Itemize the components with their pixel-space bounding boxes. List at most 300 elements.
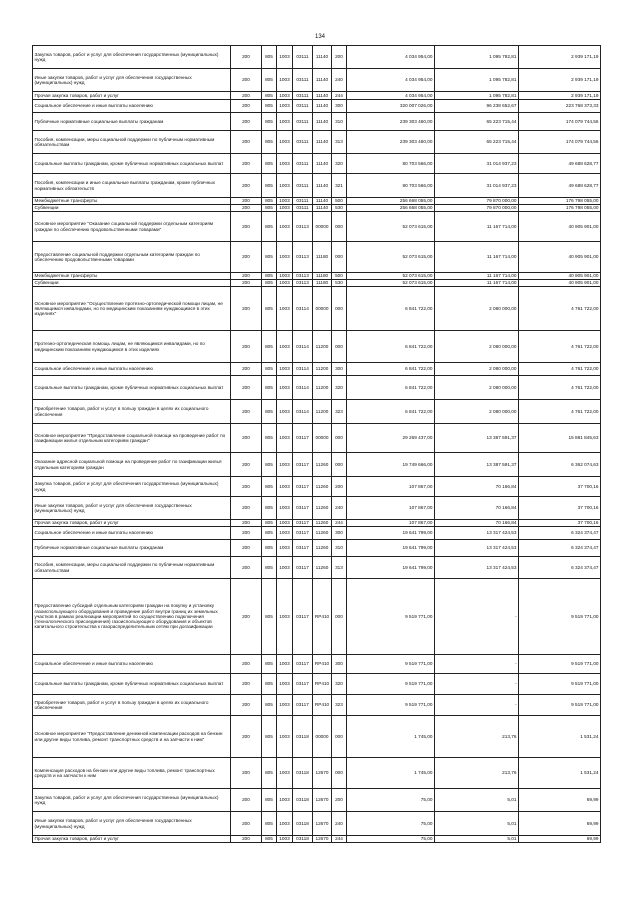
- executed-amount-cell: 1 095 782,81: [435, 46, 519, 69]
- subsection-code-cell: 1003: [277, 280, 293, 287]
- remaining-amount-cell: 2 939 171,19: [519, 46, 601, 69]
- remaining-amount-cell: 9 519 771,00: [519, 674, 601, 695]
- ministry-code-cell: 805: [262, 273, 277, 280]
- section-code-cell: 200: [231, 836, 262, 843]
- planned-amount-cell: 239 303 460,00: [347, 113, 435, 131]
- row-name-cell: Публичные нормативные социальные выплаты гражданам: [33, 540, 231, 557]
- expense-type-code-cell: 300: [332, 655, 347, 674]
- subsection-code-cell: 1003: [277, 527, 293, 540]
- table-row: [33, 836, 601, 843]
- expense-type-code-cell: 300: [332, 527, 347, 540]
- program-code-cell: 03118: [293, 789, 313, 812]
- row-name-cell: Прочая закупка товаров, работ и услуг: [33, 520, 231, 527]
- row-name-cell: Иные закупки товаров, работ и услуг для обеспечения государственных (муниципальных) нужд: [33, 69, 231, 92]
- direction-code-cell: 00000: [313, 716, 332, 758]
- subsection-code-cell: 1003: [277, 46, 293, 69]
- section-code-cell: 200: [231, 131, 262, 154]
- remaining-amount-cell: 40 905 901,00: [519, 273, 601, 280]
- subsection-code-cell: 1003: [277, 540, 293, 557]
- section-code-cell: 200: [231, 527, 262, 540]
- planned-amount-cell: 1 745,00: [347, 758, 435, 789]
- ministry-code-cell: 805: [262, 198, 277, 205]
- ministry-code-cell: 805: [262, 836, 277, 843]
- ministry-code-cell: 805: [262, 527, 277, 540]
- program-code-cell: 03111: [293, 46, 313, 69]
- executed-amount-cell: 5,01: [435, 836, 519, 843]
- section-code-cell: 200: [231, 331, 262, 363]
- ministry-code-cell: 805: [262, 557, 277, 579]
- direction-code-cell: 11140: [313, 100, 332, 113]
- planned-amount-cell: 19 641 799,00: [347, 540, 435, 557]
- table-row: [33, 716, 601, 758]
- table-row: [33, 789, 601, 812]
- section-code-cell: 200: [231, 477, 262, 497]
- remaining-amount-cell: 1 531,24: [519, 716, 601, 758]
- executed-amount-cell: 13 317 424,53: [435, 557, 519, 579]
- executed-amount-cell: 79 870 000,00: [435, 198, 519, 205]
- planned-amount-cell: 1 745,00: [347, 716, 435, 758]
- section-code-cell: 200: [231, 174, 262, 198]
- subsection-code-cell: 1003: [277, 205, 293, 212]
- ministry-code-cell: 805: [262, 242, 277, 273]
- direction-code-cell: RP410: [313, 579, 332, 655]
- subsection-code-cell: 1003: [277, 789, 293, 812]
- section-code-cell: 200: [231, 363, 262, 376]
- program-code-cell: 03114: [293, 400, 313, 424]
- direction-code-cell: 11180: [313, 242, 332, 273]
- planned-amount-cell: 107 867,00: [347, 477, 435, 497]
- subsection-code-cell: 1003: [277, 331, 293, 363]
- subsection-code-cell: 1003: [277, 477, 293, 497]
- program-code-cell: 03114: [293, 287, 313, 331]
- program-code-cell: 03111: [293, 154, 313, 174]
- program-code-cell: 03113: [293, 273, 313, 280]
- program-code-cell: 03117: [293, 557, 313, 579]
- table-row: [33, 579, 601, 655]
- expense-type-code-cell: 320: [332, 154, 347, 174]
- remaining-amount-cell: 15 881 845,63: [519, 424, 601, 453]
- remaining-amount-cell: 9 519 771,00: [519, 695, 601, 716]
- row-name-cell: Закупка товаров, работ и услуг для обеспечения государственных (муниципальных) нужд: [33, 789, 231, 812]
- executed-amount-cell: 2 080 000,00: [435, 287, 519, 331]
- expense-type-code-cell: 000: [332, 212, 347, 242]
- section-code-cell: 200: [231, 579, 262, 655]
- planned-amount-cell: 19 641 799,00: [347, 557, 435, 579]
- direction-code-cell: RP410: [313, 695, 332, 716]
- ministry-code-cell: 805: [262, 789, 277, 812]
- subsection-code-cell: 1003: [277, 400, 293, 424]
- executed-amount-cell: 1 095 782,81: [435, 69, 519, 92]
- remaining-amount-cell: 37 700,16: [519, 477, 601, 497]
- section-code-cell: 200: [231, 100, 262, 113]
- expense-type-code-cell: 000: [332, 242, 347, 273]
- executed-amount-cell: 11 167 714,00: [435, 242, 519, 273]
- direction-code-cell: 11260: [313, 520, 332, 527]
- executed-amount-cell: 65 223 715,44: [435, 131, 519, 154]
- ministry-code-cell: 805: [262, 520, 277, 527]
- planned-amount-cell: 9 519 771,00: [347, 674, 435, 695]
- planned-amount-cell: 19 641 799,00: [347, 527, 435, 540]
- remaining-amount-cell: 40 905 901,00: [519, 280, 601, 287]
- expense-type-code-cell: 500: [332, 273, 347, 280]
- table-row: [33, 400, 601, 424]
- direction-code-cell: 11140: [313, 154, 332, 174]
- expense-type-code-cell: 310: [332, 540, 347, 557]
- row-name-cell: Пособия, компенсации, меры социальной поддержки по публичным нормативным обязательствам: [33, 557, 231, 579]
- remaining-amount-cell: 9 519 771,00: [519, 579, 601, 655]
- expense-type-code-cell: 240: [332, 69, 347, 92]
- row-name-cell: Межбюджетные трансферты: [33, 273, 231, 280]
- table-row: [33, 331, 601, 363]
- table-row: [33, 557, 601, 579]
- remaining-amount-cell: 4 761 722,00: [519, 363, 601, 376]
- remaining-amount-cell: 176 798 055,00: [519, 205, 601, 212]
- expense-type-code-cell: 320: [332, 674, 347, 695]
- table-row: [33, 497, 601, 520]
- program-code-cell: 03111: [293, 100, 313, 113]
- planned-amount-cell: 9 519 771,00: [347, 655, 435, 674]
- table-row: [33, 477, 601, 497]
- ministry-code-cell: 805: [262, 69, 277, 92]
- subsection-code-cell: 1003: [277, 557, 293, 579]
- executed-amount-cell: 2 080 000,00: [435, 331, 519, 363]
- section-code-cell: 200: [231, 424, 262, 453]
- subsection-code-cell: 1003: [277, 812, 293, 836]
- table-row: [33, 540, 601, 557]
- table-row: [33, 131, 601, 154]
- row-name-cell: Приобретение товаров, работ и услуг в пользу граждан в целях их социального обеспечения: [33, 695, 231, 716]
- direction-code-cell: 00000: [313, 212, 332, 242]
- row-name-cell: Социальное обеспечение и иные выплаты населению: [33, 100, 231, 113]
- ministry-code-cell: 805: [262, 695, 277, 716]
- remaining-amount-cell: 9 519 771,00: [519, 655, 601, 674]
- section-code-cell: 200: [231, 287, 262, 331]
- program-code-cell: 03111: [293, 198, 313, 205]
- subsection-code-cell: 1003: [277, 453, 293, 477]
- expense-type-code-cell: 313: [332, 131, 347, 154]
- direction-code-cell: 00000: [313, 424, 332, 453]
- executed-amount-cell: 11 167 714,00: [435, 273, 519, 280]
- section-code-cell: 200: [231, 376, 262, 400]
- planned-amount-cell: 52 073 615,00: [347, 273, 435, 280]
- program-code-cell: 03111: [293, 92, 313, 100]
- planned-amount-cell: 239 303 460,00: [347, 131, 435, 154]
- executed-amount-cell: 79 870 000,00: [435, 205, 519, 212]
- remaining-amount-cell: 6 324 374,47: [519, 540, 601, 557]
- direction-code-cell: 11200: [313, 363, 332, 376]
- planned-amount-cell: 9 519 771,00: [347, 579, 435, 655]
- section-code-cell: 200: [231, 674, 262, 695]
- table-row: [33, 273, 601, 280]
- planned-amount-cell: 107 867,00: [347, 520, 435, 527]
- expense-type-code-cell: 000: [332, 758, 347, 789]
- ministry-code-cell: 805: [262, 453, 277, 477]
- planned-amount-cell: 4 034 954,00: [347, 92, 435, 100]
- section-code-cell: 200: [231, 520, 262, 527]
- executed-amount-cell: -: [435, 655, 519, 674]
- expense-type-code-cell: 200: [332, 477, 347, 497]
- ministry-code-cell: 805: [262, 812, 277, 836]
- expense-type-code-cell: 300: [332, 363, 347, 376]
- subsection-code-cell: 1003: [277, 376, 293, 400]
- section-code-cell: 200: [231, 812, 262, 836]
- row-name-cell: Прочая закупка товаров, работ и услуг: [33, 836, 231, 843]
- section-code-cell: 200: [231, 69, 262, 92]
- remaining-amount-cell: 69,99: [519, 836, 601, 843]
- table-row: [33, 695, 601, 716]
- row-name-cell: Основное мероприятие "Оказание социальной поддержки отдельным категориям граждан по обеспечению продовольственными товарами": [33, 212, 231, 242]
- program-code-cell: 03114: [293, 376, 313, 400]
- subsection-code-cell: 1003: [277, 287, 293, 331]
- planned-amount-cell: 75,00: [347, 836, 435, 843]
- row-name-cell: Компенсация расходов на бензин или другие виды топлива, ремонт транспортных средств и на запчасти к ним: [33, 758, 231, 789]
- table-row: [33, 154, 601, 174]
- table-row: [33, 174, 601, 198]
- table-row: [33, 205, 601, 212]
- remaining-amount-cell: 4 761 722,00: [519, 331, 601, 363]
- planned-amount-cell: 6 841 722,00: [347, 400, 435, 424]
- program-code-cell: 03117: [293, 477, 313, 497]
- table-row: [33, 242, 601, 273]
- section-code-cell: 200: [231, 113, 262, 131]
- section-code-cell: 200: [231, 273, 262, 280]
- section-code-cell: 200: [231, 497, 262, 520]
- row-name-cell: Субвенции: [33, 280, 231, 287]
- table-row: [33, 812, 601, 836]
- remaining-amount-cell: 4 761 722,00: [519, 400, 601, 424]
- table-row: [33, 92, 601, 100]
- remaining-amount-cell: 37 700,16: [519, 520, 601, 527]
- direction-code-cell: 11200: [313, 376, 332, 400]
- program-code-cell: 03118: [293, 758, 313, 789]
- remaining-amount-cell: 2 939 171,19: [519, 92, 601, 100]
- subsection-code-cell: 1003: [277, 212, 293, 242]
- table-row: [33, 46, 601, 69]
- remaining-amount-cell: 6 324 374,47: [519, 527, 601, 540]
- planned-amount-cell: 29 269 437,00: [347, 424, 435, 453]
- row-name-cell: Пособия, компенсации и иные социальные выплаты гражданам, кроме публичных нормативных обязательств: [33, 174, 231, 198]
- row-name-cell: Протезно-ортопедическая помощь лицам, не являющимся инвалидами, но по медицинским показаниям нуждающимся в этих изделиях: [33, 331, 231, 363]
- row-name-cell: Основное мероприятие "Предоставление социальной помощи на проведение работ по газификации жилья отдельным категориям граждан": [33, 424, 231, 453]
- direction-code-cell: 11140: [313, 198, 332, 205]
- planned-amount-cell: 107 867,00: [347, 497, 435, 520]
- direction-code-cell: 11180: [313, 273, 332, 280]
- subsection-code-cell: 1003: [277, 674, 293, 695]
- direction-code-cell: 11140: [313, 46, 332, 69]
- page-number: 134: [314, 34, 325, 40]
- planned-amount-cell: 80 703 566,00: [347, 174, 435, 198]
- table-row: [33, 424, 601, 453]
- program-code-cell: 03117: [293, 497, 313, 520]
- remaining-amount-cell: 49 688 628,77: [519, 174, 601, 198]
- direction-code-cell: 12670: [313, 812, 332, 836]
- row-name-cell: Пособия, компенсации, меры социальной поддержки по публичным нормативным обязательствам: [33, 131, 231, 154]
- ministry-code-cell: 805: [262, 400, 277, 424]
- planned-amount-cell: 6 841 722,00: [347, 376, 435, 400]
- ministry-code-cell: 805: [262, 100, 277, 113]
- row-name-cell: Социальные выплаты гражданам, кроме публичных нормативных социальных выплат: [33, 674, 231, 695]
- program-code-cell: 03111: [293, 205, 313, 212]
- direction-code-cell: 11260: [313, 477, 332, 497]
- planned-amount-cell: 75,00: [347, 789, 435, 812]
- remaining-amount-cell: 6 362 074,63: [519, 453, 601, 477]
- executed-amount-cell: 2 080 000,00: [435, 363, 519, 376]
- section-code-cell: 200: [231, 198, 262, 205]
- remaining-amount-cell: 4 761 722,00: [519, 287, 601, 331]
- section-code-cell: 200: [231, 453, 262, 477]
- program-code-cell: 03111: [293, 113, 313, 131]
- executed-amount-cell: 213,76: [435, 716, 519, 758]
- remaining-amount-cell: 37 700,16: [519, 497, 601, 520]
- planned-amount-cell: 80 703 566,00: [347, 154, 435, 174]
- section-code-cell: 200: [231, 154, 262, 174]
- section-code-cell: 200: [231, 540, 262, 557]
- executed-amount-cell: 2 080 000,00: [435, 376, 519, 400]
- table-row: [33, 655, 601, 674]
- subsection-code-cell: 1003: [277, 92, 293, 100]
- remaining-amount-cell: 2 939 171,19: [519, 69, 601, 92]
- direction-code-cell: 11140: [313, 113, 332, 131]
- subsection-code-cell: 1003: [277, 716, 293, 758]
- ministry-code-cell: 805: [262, 758, 277, 789]
- table-row: [33, 376, 601, 400]
- remaining-amount-cell: 40 905 901,00: [519, 212, 601, 242]
- expense-type-code-cell: 310: [332, 113, 347, 131]
- subsection-code-cell: 1003: [277, 363, 293, 376]
- remaining-amount-cell: 223 768 373,33: [519, 100, 601, 113]
- program-code-cell: 03111: [293, 174, 313, 198]
- program-code-cell: 03113: [293, 280, 313, 287]
- program-code-cell: 03118: [293, 716, 313, 758]
- executed-amount-cell: 5,01: [435, 789, 519, 812]
- ministry-code-cell: 805: [262, 113, 277, 131]
- direction-code-cell: RP410: [313, 655, 332, 674]
- row-name-cell: Социальное обеспечение и иные выплаты населению: [33, 363, 231, 376]
- direction-code-cell: 11260: [313, 557, 332, 579]
- table-row: [33, 280, 601, 287]
- program-code-cell: 03117: [293, 540, 313, 557]
- ministry-code-cell: 805: [262, 174, 277, 198]
- expense-type-code-cell: 313: [332, 557, 347, 579]
- section-code-cell: 200: [231, 400, 262, 424]
- subsection-code-cell: 1003: [277, 836, 293, 843]
- ministry-code-cell: 805: [262, 579, 277, 655]
- expense-type-code-cell: 000: [332, 579, 347, 655]
- ministry-code-cell: 805: [262, 205, 277, 212]
- row-name-cell: Социальные выплаты гражданам, кроме публичных нормативных социальных выплат: [33, 376, 231, 400]
- direction-code-cell: RP410: [313, 674, 332, 695]
- planned-amount-cell: 4 034 954,00: [347, 69, 435, 92]
- executed-amount-cell: 70 166,84: [435, 520, 519, 527]
- table-row: [33, 674, 601, 695]
- section-code-cell: 200: [231, 212, 262, 242]
- remaining-amount-cell: 174 079 744,56: [519, 131, 601, 154]
- expense-type-code-cell: 244: [332, 836, 347, 843]
- row-name-cell: Межбюджетные трансферты: [33, 198, 231, 205]
- direction-code-cell: 11180: [313, 280, 332, 287]
- direction-code-cell: 11200: [313, 331, 332, 363]
- table-row: [33, 363, 601, 376]
- remaining-amount-cell: 69,99: [519, 789, 601, 812]
- direction-code-cell: 11140: [313, 174, 332, 198]
- expense-type-code-cell: 000: [332, 424, 347, 453]
- executed-amount-cell: 1 095 782,81: [435, 92, 519, 100]
- program-code-cell: 03117: [293, 674, 313, 695]
- remaining-amount-cell: 69,99: [519, 812, 601, 836]
- ministry-code-cell: 805: [262, 212, 277, 242]
- planned-amount-cell: 4 034 954,00: [347, 46, 435, 69]
- program-code-cell: 03117: [293, 695, 313, 716]
- expense-type-code-cell: 244: [332, 520, 347, 527]
- program-code-cell: 03117: [293, 453, 313, 477]
- planned-amount-cell: 52 073 615,00: [347, 280, 435, 287]
- ministry-code-cell: 805: [262, 154, 277, 174]
- ministry-code-cell: 805: [262, 363, 277, 376]
- direction-code-cell: 11140: [313, 92, 332, 100]
- executed-amount-cell: 13 317 424,53: [435, 540, 519, 557]
- row-name-cell: Закупка товаров, работ и услуг для обеспечения государственных (муниципальных) нужд: [33, 477, 231, 497]
- program-code-cell: 03114: [293, 363, 313, 376]
- planned-amount-cell: 6 841 722,00: [347, 363, 435, 376]
- row-name-cell: Основное мероприятие "Предоставление денежной компенсации расходов на бензин или другие виды топлива, ремонт транспортных средств и на запчасти к ним": [33, 716, 231, 758]
- executed-amount-cell: 13 317 424,53: [435, 527, 519, 540]
- program-code-cell: 03113: [293, 212, 313, 242]
- ministry-code-cell: 805: [262, 287, 277, 331]
- subsection-code-cell: 1003: [277, 695, 293, 716]
- planned-amount-cell: 256 668 055,00: [347, 198, 435, 205]
- subsection-code-cell: 1003: [277, 579, 293, 655]
- subsection-code-cell: 1003: [277, 758, 293, 789]
- executed-amount-cell: -: [435, 579, 519, 655]
- expense-type-code-cell: 200: [332, 46, 347, 69]
- planned-amount-cell: 52 073 615,00: [347, 212, 435, 242]
- section-code-cell: 200: [231, 695, 262, 716]
- remaining-amount-cell: 176 798 055,00: [519, 198, 601, 205]
- subsection-code-cell: 1003: [277, 198, 293, 205]
- ministry-code-cell: 805: [262, 655, 277, 674]
- section-code-cell: 200: [231, 92, 262, 100]
- row-name-cell: Социальные выплаты гражданам, кроме публичных нормативных социальных выплат: [33, 154, 231, 174]
- executed-amount-cell: 31 014 937,23: [435, 174, 519, 198]
- row-name-cell: Социальное обеспечение и иные выплаты населению: [33, 527, 231, 540]
- executed-amount-cell: -: [435, 674, 519, 695]
- expense-type-code-cell: 530: [332, 280, 347, 287]
- remaining-amount-cell: 49 688 628,77: [519, 154, 601, 174]
- direction-code-cell: 11260: [313, 540, 332, 557]
- expense-type-code-cell: 321: [332, 174, 347, 198]
- expense-type-code-cell: 500: [332, 198, 347, 205]
- row-name-cell: Социальное обеспечение и иные выплаты населению: [33, 655, 231, 674]
- expense-type-code-cell: 000: [332, 331, 347, 363]
- program-code-cell: 03117: [293, 520, 313, 527]
- direction-code-cell: 12670: [313, 836, 332, 843]
- subsection-code-cell: 1003: [277, 113, 293, 131]
- direction-code-cell: 11140: [313, 69, 332, 92]
- program-code-cell: 03111: [293, 69, 313, 92]
- program-code-cell: 03118: [293, 836, 313, 843]
- direction-code-cell: 00000: [313, 287, 332, 331]
- budget-table: [32, 45, 601, 843]
- subsection-code-cell: 1003: [277, 497, 293, 520]
- row-name-cell: Приобретение товаров, работ и услуг в пользу граждан в целях их социального обеспечения: [33, 400, 231, 424]
- planned-amount-cell: 6 841 722,00: [347, 287, 435, 331]
- executed-amount-cell: 5,01: [435, 812, 519, 836]
- subsection-code-cell: 1003: [277, 655, 293, 674]
- row-name-cell: Предоставление субсидий отдельным категориям граждан на покупку и установку газоиспользующего оборудования и проведение работ внутри границ их земельных участков в рамках реализации мероприятий по осуществлению подключения (технологического присоединения) газоиспользующего оборудования и объектов капитального строительства к газораспределительным сетям при догазификации: [33, 579, 231, 655]
- planned-amount-cell: 19 749 666,00: [347, 453, 435, 477]
- executed-amount-cell: -: [435, 695, 519, 716]
- direction-code-cell: 11140: [313, 131, 332, 154]
